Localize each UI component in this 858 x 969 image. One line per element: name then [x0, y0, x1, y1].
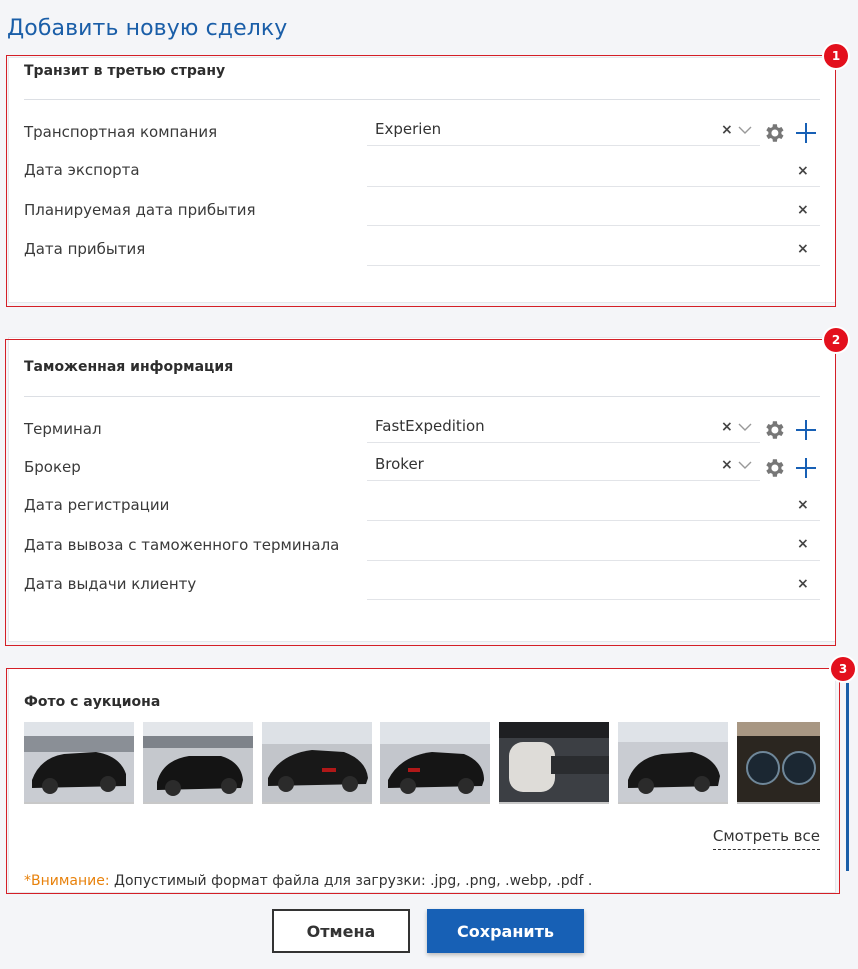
- close-icon[interactable]: ×: [721, 419, 733, 435]
- plus-icon[interactable]: [795, 457, 817, 479]
- planned-arrival-date-label: Планируемая дата прибытия: [24, 201, 256, 219]
- photos-title: Фото с аукциона: [24, 694, 161, 710]
- transport-company-select[interactable]: [367, 120, 760, 146]
- terminal-exit-date-input[interactable]: [367, 533, 820, 561]
- transport-company-label: Транспортная компания: [24, 123, 218, 141]
- save-button[interactable]: Сохранить: [427, 909, 584, 953]
- gear-icon[interactable]: [762, 456, 786, 480]
- transit-title: Транзит в третью страну: [24, 63, 226, 79]
- plus-icon[interactable]: [795, 122, 817, 144]
- transport-company-value: Experien: [375, 120, 442, 138]
- close-icon[interactable]: ×: [721, 457, 733, 473]
- terminal-label: Терминал: [24, 420, 102, 438]
- callout-badge-3: 3: [831, 657, 855, 681]
- terminal-value: FastExpedition: [375, 417, 485, 435]
- terminal-exit-date-label: Дата вывоза с таможенного терминала: [24, 536, 340, 554]
- gear-icon[interactable]: [762, 418, 786, 442]
- chevron-down-icon[interactable]: [737, 421, 753, 433]
- auction-photo-1[interactable]: [24, 722, 134, 804]
- cancel-button[interactable]: Отмена: [272, 909, 410, 953]
- broker-value: Broker: [375, 455, 424, 473]
- planned-arrival-date-input[interactable]: [367, 199, 820, 226]
- export-date-input[interactable]: [367, 160, 820, 187]
- view-all-link[interactable]: Смотреть все: [713, 827, 820, 850]
- export-date-label: Дата экспорта: [24, 161, 140, 179]
- client-delivery-date-input[interactable]: [367, 573, 820, 600]
- registration-date-label: Дата регистрации: [24, 496, 170, 514]
- transit-divider: [24, 99, 820, 100]
- close-icon[interactable]: ×: [797, 241, 809, 257]
- close-icon[interactable]: ×: [797, 202, 809, 218]
- auction-photo-6[interactable]: [618, 722, 728, 804]
- notice-warning-label: *Внимание:: [24, 873, 110, 889]
- close-icon[interactable]: ×: [797, 576, 809, 592]
- broker-select[interactable]: [367, 455, 760, 481]
- customs-title: Таможенная информация: [24, 359, 234, 375]
- page-title: Добавить новую сделку: [7, 16, 288, 41]
- close-icon[interactable]: ×: [797, 163, 809, 179]
- auction-photo-3[interactable]: [262, 722, 372, 804]
- callout-badge-2: 2: [824, 328, 848, 352]
- upload-notice: [24, 873, 592, 889]
- close-icon[interactable]: ×: [797, 497, 809, 513]
- gear-icon[interactable]: [762, 121, 786, 145]
- client-delivery-date-label: Дата выдачи клиенту: [24, 575, 197, 593]
- chevron-down-icon[interactable]: [737, 124, 753, 136]
- chevron-down-icon[interactable]: [737, 459, 753, 471]
- plus-icon[interactable]: [795, 419, 817, 441]
- photos-scrollbar[interactable]: [846, 683, 849, 871]
- broker-label: Брокер: [24, 458, 81, 476]
- close-icon[interactable]: ×: [797, 536, 809, 552]
- auction-photo-5[interactable]: [499, 722, 609, 804]
- auction-photo-2[interactable]: [143, 722, 253, 804]
- auction-photo-7[interactable]: [737, 722, 820, 804]
- notice-text: Допустимый формат файла для загрузки: .jpg, .png, .webp, .pdf .: [109, 873, 593, 889]
- arrival-date-label: Дата прибытия: [24, 240, 146, 258]
- auction-photo-4[interactable]: [380, 722, 490, 804]
- close-icon[interactable]: ×: [721, 122, 733, 138]
- arrival-date-input[interactable]: [367, 238, 820, 266]
- terminal-select[interactable]: [367, 417, 760, 443]
- customs-divider: [24, 396, 820, 397]
- callout-badge-1: 1: [824, 44, 848, 68]
- registration-date-input[interactable]: [367, 494, 820, 521]
